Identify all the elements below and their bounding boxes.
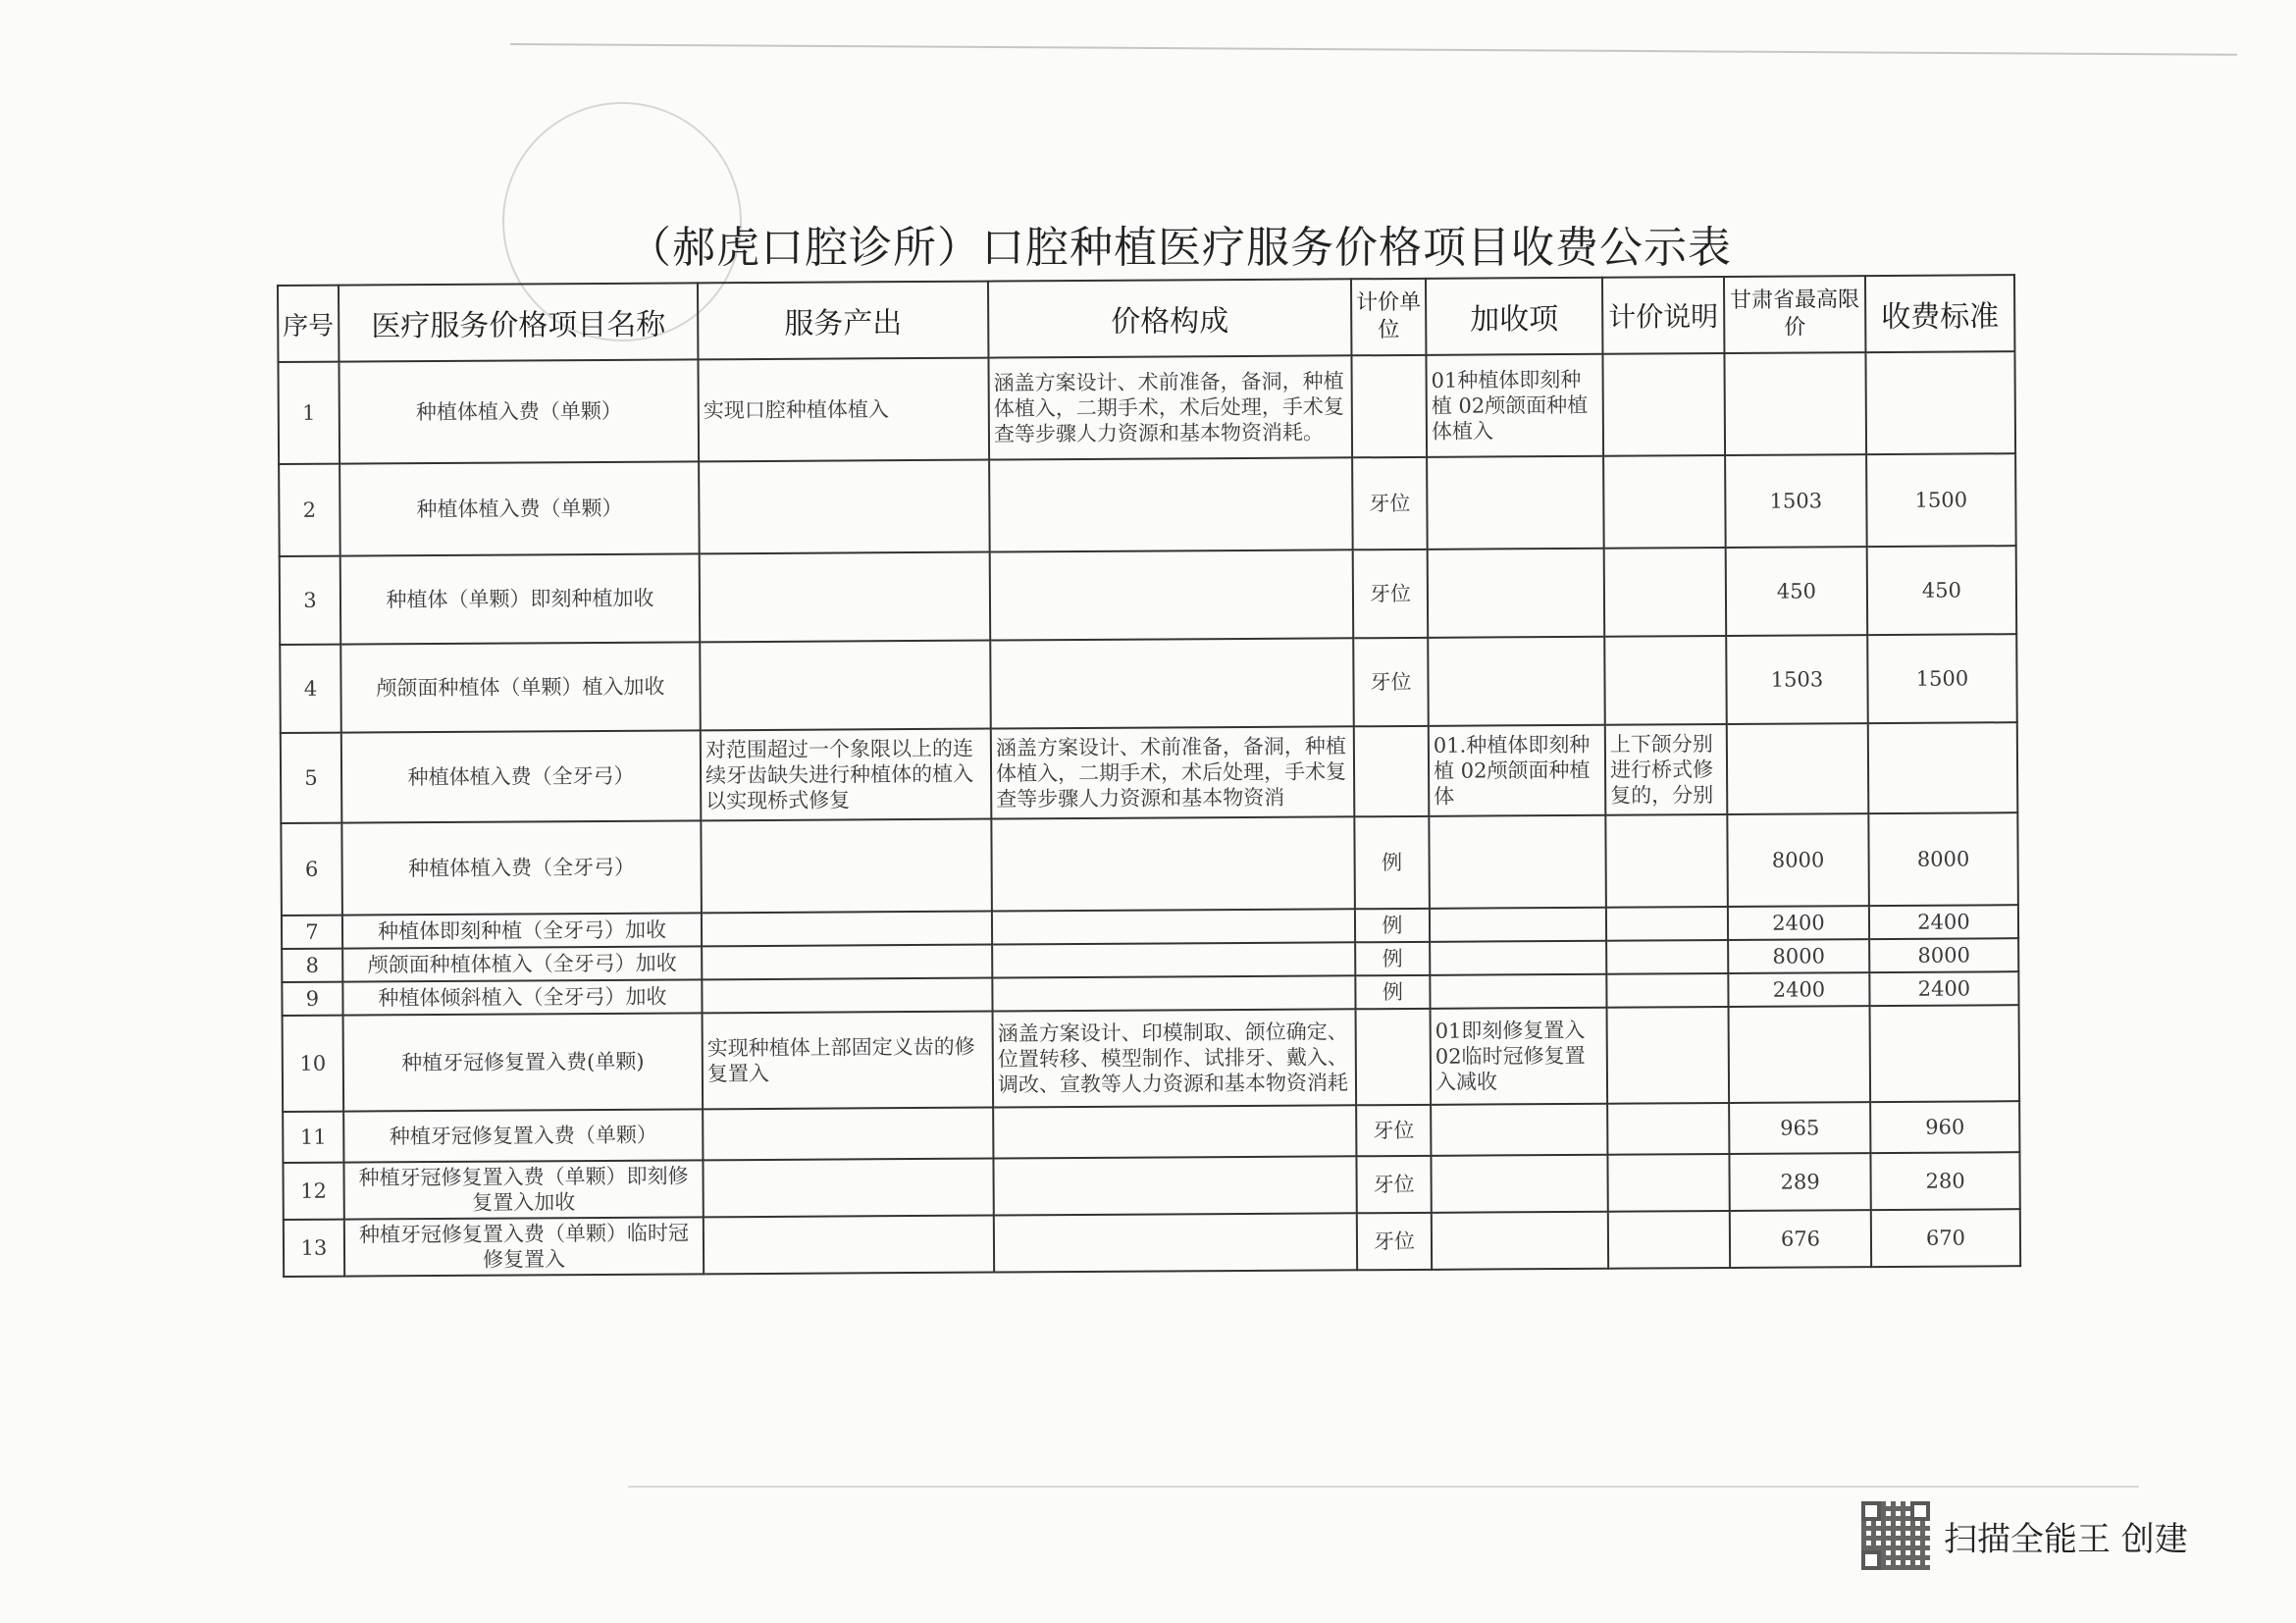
fee-table xyxy=(277,274,2021,1278)
cell-no: 5 xyxy=(281,733,342,823)
cell-no: 6 xyxy=(281,823,342,916)
cell-output xyxy=(701,729,992,821)
cell-no: 9 xyxy=(282,982,342,1016)
cell-output xyxy=(700,641,991,731)
cell-addon xyxy=(1428,637,1605,726)
header-unit: 计价单位 xyxy=(1351,279,1426,355)
cell-addon xyxy=(1430,974,1606,1009)
cell-addon xyxy=(1430,941,1606,975)
cell-name-text: 种植牙冠修复置入费（单颗）即刻修复置入加收 xyxy=(358,1164,689,1215)
cell-output xyxy=(702,978,992,1014)
cell-composition xyxy=(990,550,1354,640)
cell-addon-text: 01即刻修复置入 02临时冠修复置入减收 xyxy=(1435,1018,1586,1094)
cell-max-price xyxy=(1724,352,1866,455)
cell-unit xyxy=(1354,726,1430,816)
table-row xyxy=(278,351,2015,464)
cell-pricing-note xyxy=(1607,1154,1729,1212)
cell-pricing-note xyxy=(1604,548,1727,637)
cell-max-price: 450 xyxy=(1726,547,1868,636)
cell-max-price: 2400 xyxy=(1728,972,1869,1007)
cell-no: 3 xyxy=(280,556,341,645)
cell-fee: 450 xyxy=(1867,546,2017,635)
table-row xyxy=(279,453,2016,556)
cell-addon-text: 01种植体即刻种植 02颅颌面种植体植入 xyxy=(1431,367,1589,444)
cell-max-price xyxy=(1727,723,1869,814)
cell-output xyxy=(702,945,992,980)
cell-addon xyxy=(1429,815,1606,909)
cell-output xyxy=(703,1159,993,1218)
cell-pricing-note xyxy=(1602,353,1725,456)
cell-max-price: 8000 xyxy=(1727,813,1869,907)
cell-fee: 8000 xyxy=(1869,938,2018,972)
scan-edge-bottom xyxy=(628,1486,2139,1488)
cell-composition xyxy=(991,726,1355,818)
cell-no: 10 xyxy=(283,1016,344,1112)
cell-output xyxy=(703,1108,993,1161)
cell-output xyxy=(699,460,990,554)
header-addon: 加收项 xyxy=(1426,278,1602,355)
table-row xyxy=(283,1005,2020,1112)
cell-no: 13 xyxy=(284,1220,344,1277)
cell-pricing-note xyxy=(1604,636,1727,725)
cell-composition xyxy=(992,942,1355,977)
cell-composition xyxy=(989,457,1353,551)
cell-composition xyxy=(993,1156,1356,1215)
table-row xyxy=(280,634,2017,733)
cell-pricing-note xyxy=(1605,814,1728,908)
cell-max-price: 8000 xyxy=(1728,939,1869,973)
cell-name: 种植体植入费（单颗） xyxy=(339,461,700,555)
cell-max-price: 965 xyxy=(1729,1102,1870,1154)
cell-no: 7 xyxy=(282,916,342,949)
cell-fee: 1500 xyxy=(1866,453,2016,547)
header-pricing-note: 计价说明 xyxy=(1602,277,1724,354)
cell-pricing-note xyxy=(1603,455,1726,549)
cell-name: 种植体植入费（全牙弓） xyxy=(341,820,702,915)
cell-output-text: 实现种植体上部固定义齿的修复置入 xyxy=(706,1034,975,1086)
cell-output: 实现口腔种植体植入 xyxy=(698,358,989,462)
cell-name-text: 种植牙冠修复置入费（单颗）临时冠修复置入 xyxy=(358,1221,689,1272)
table-row xyxy=(281,722,2018,823)
cell-addon-text: 01.种植体即刻种植 02颅颌面种植体 xyxy=(1433,732,1591,809)
cell-composition xyxy=(991,816,1355,911)
cell-composition xyxy=(988,355,1352,459)
cell-composition-text: 涵盖方案设计、术前准备，备洞，种植体植入，二期手术，术后处理，手术复查等步骤人力资源和基本物资消 xyxy=(995,734,1347,812)
cell-name: 颅颌面种植体（单颗）植入加收 xyxy=(340,642,701,732)
table-row xyxy=(281,812,2018,916)
cell-output xyxy=(700,552,991,643)
cell-pricing-note xyxy=(1606,940,1728,974)
cell-unit: 例 xyxy=(1355,909,1430,942)
table-row xyxy=(284,1209,2020,1277)
cell-addon xyxy=(1430,908,1606,942)
table-row xyxy=(280,546,2017,645)
table-row xyxy=(283,1152,2019,1220)
cell-unit: 例 xyxy=(1354,816,1430,909)
cell-pricing-note xyxy=(1607,1103,1729,1155)
cell-name xyxy=(344,1217,704,1276)
header-output: 服务产出 xyxy=(698,282,988,360)
cell-unit: 牙位 xyxy=(1353,550,1429,638)
cell-output-text: 对范围超过一个象限以上的连续牙齿缺失进行种植体的植入以实现桥式修复 xyxy=(704,736,974,813)
cell-name xyxy=(343,1160,703,1219)
cell-composition xyxy=(992,975,1355,1011)
cell-no: 2 xyxy=(279,464,340,556)
cell-no: 1 xyxy=(278,362,339,464)
cell-name: 种植体即刻种植（全牙弓）加收 xyxy=(342,913,702,948)
scan-edge-top xyxy=(510,43,2237,56)
page-title: （郝虎口腔诊所）口腔种植医疗服务价格项目收费公示表 xyxy=(628,223,1732,273)
cell-output xyxy=(701,819,992,914)
cell-output xyxy=(704,1216,994,1275)
cell-pricing-note xyxy=(1606,907,1728,941)
cell-composition xyxy=(993,1105,1356,1158)
qr-code-icon xyxy=(1861,1501,1930,1570)
cell-name: 种植体倾斜植入（全牙弓）加收 xyxy=(342,979,702,1015)
cell-name: 种植体植入费（单颗） xyxy=(339,359,699,463)
cell-unit: 例 xyxy=(1355,975,1430,1009)
cell-composition xyxy=(994,1213,1357,1272)
cell-pricing-note xyxy=(1605,724,1728,815)
cell-fee: 960 xyxy=(1870,1101,2019,1153)
cell-name: 种植牙冠修复置入费(单颗) xyxy=(343,1013,704,1111)
cell-composition xyxy=(992,909,1355,944)
cell-unit: 牙位 xyxy=(1356,1156,1431,1213)
cell-name: 种植体（单颗）即刻种植加收 xyxy=(340,553,701,644)
cell-no: 4 xyxy=(280,645,341,733)
header-name: 医疗服务价格项目名称 xyxy=(339,283,698,361)
cell-unit: 牙位 xyxy=(1352,457,1428,550)
cell-fee xyxy=(1868,722,2018,813)
scanner-watermark xyxy=(1861,1501,2188,1570)
cell-name: 颅颌面种植体植入（全牙弓）加收 xyxy=(342,946,702,981)
cell-name xyxy=(343,1109,703,1162)
cell-composition-text: 涵盖方案设计、印模制取、颌位确定、位置转移、模型制作、试排牙、戴入、调改、宣教等人力资源和基本物资消耗 xyxy=(997,1020,1349,1097)
header-composition: 价格构成 xyxy=(988,279,1351,357)
cell-addon xyxy=(1428,549,1605,638)
cell-unit xyxy=(1356,1009,1432,1105)
header-no: 序号 xyxy=(278,286,339,362)
cell-fee: 8000 xyxy=(1868,812,2018,906)
cell-fee: 280 xyxy=(1870,1152,2019,1210)
cell-composition-text: 涵盖方案设计、术前准备，备洞，种植体植入，二期手术，术后处理，手术复查等步骤人力资源和基本物资消耗。 xyxy=(993,369,1344,446)
cell-fee: 2400 xyxy=(1869,905,2018,939)
cell-pricing-note xyxy=(1607,1007,1730,1104)
cell-fee: 2400 xyxy=(1869,971,2018,1006)
cell-addon xyxy=(1426,354,1603,457)
cell-fee: 1500 xyxy=(1867,634,2017,723)
table-header-row xyxy=(278,275,2014,362)
cell-fee xyxy=(1870,1005,2020,1102)
cell-name-text: 种植牙冠修复置入费（单颗） xyxy=(389,1123,657,1149)
cell-no: 11 xyxy=(283,1112,343,1163)
watermark-text: 扫描全能王 创建 xyxy=(1944,1519,2188,1559)
header-fee: 收费标准 xyxy=(1865,275,2014,352)
cell-unit: 例 xyxy=(1355,942,1430,975)
cell-no: 8 xyxy=(282,949,342,982)
cell-fee xyxy=(1865,351,2015,454)
cell-name: 种植体植入费（全牙弓） xyxy=(341,730,702,822)
cell-output xyxy=(703,1012,994,1110)
cell-max-price: 676 xyxy=(1730,1210,1871,1268)
cell-unit: 牙位 xyxy=(1353,638,1429,726)
cell-fee: 670 xyxy=(1871,1209,2020,1267)
header-max-price: 甘肃省最高限价 xyxy=(1724,276,1865,353)
cell-max-price: 1503 xyxy=(1726,635,1868,724)
cell-composition xyxy=(993,1009,1357,1107)
cell-max-price: 289 xyxy=(1729,1153,1870,1211)
cell-unit: 牙位 xyxy=(1356,1105,1431,1156)
cell-pricing-note xyxy=(1606,973,1728,1008)
cell-addon xyxy=(1432,1212,1608,1270)
cell-addon xyxy=(1427,456,1604,550)
cell-output xyxy=(702,912,992,947)
cell-max-price: 1503 xyxy=(1725,454,1867,548)
cell-composition xyxy=(990,638,1354,728)
cell-no: 12 xyxy=(283,1163,343,1220)
cell-unit: 牙位 xyxy=(1357,1213,1432,1270)
cell-pricing-note-text: 上下颌分别进行桥式修复的，分别 xyxy=(1609,732,1714,808)
cell-pricing-note xyxy=(1608,1211,1730,1269)
cell-max-price: 2400 xyxy=(1728,906,1869,940)
cell-addon xyxy=(1429,725,1606,816)
cell-addon xyxy=(1431,1104,1607,1156)
cell-addon xyxy=(1431,1155,1607,1213)
cell-unit xyxy=(1351,355,1427,457)
cell-addon xyxy=(1431,1008,1608,1105)
cell-max-price xyxy=(1729,1006,1871,1103)
